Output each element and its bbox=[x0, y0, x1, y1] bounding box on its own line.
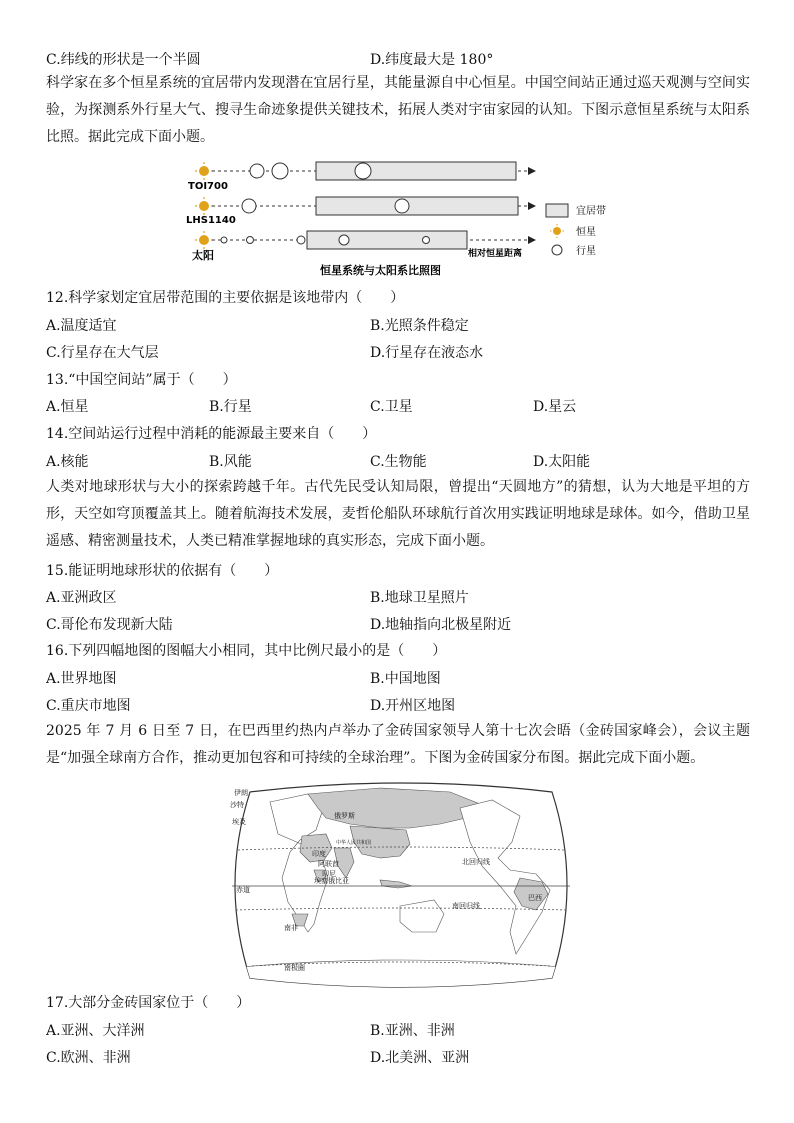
option-d: D.星云 bbox=[533, 399, 577, 415]
option-b: B.亚洲、非洲 bbox=[370, 1023, 455, 1039]
habitable-zone bbox=[307, 231, 467, 249]
planet-icon bbox=[247, 237, 254, 244]
star-icon bbox=[199, 166, 209, 176]
svg-text:南非: 南非 bbox=[284, 924, 298, 932]
option-c: C.卫星 bbox=[370, 399, 413, 415]
row-toi700 bbox=[188, 162, 536, 192]
figure-caption: 恒星系统与太阳系比照图 bbox=[320, 264, 441, 277]
option-a: A.亚洲政区 bbox=[46, 590, 117, 606]
svg-text:埃塞俄比亚: 埃塞俄比亚 bbox=[314, 877, 349, 885]
planet-icon bbox=[221, 237, 227, 243]
svg-text:南极圈: 南极圈 bbox=[284, 964, 305, 972]
option-d: D.地轴指向北极星附近 bbox=[370, 617, 512, 633]
planet-icon bbox=[250, 164, 264, 178]
option-b: B.地球卫星照片 bbox=[370, 590, 469, 606]
option-d: D.纬度最大是 180° bbox=[370, 52, 494, 68]
planet-icon bbox=[297, 236, 305, 244]
svg-text:巴西: 巴西 bbox=[528, 894, 542, 902]
habitable-zone bbox=[316, 162, 516, 180]
planet-icon bbox=[395, 199, 409, 213]
option-d: D.北美洲、亚洲 bbox=[370, 1050, 470, 1066]
svg-text:埃及: 埃及 bbox=[232, 818, 246, 826]
planet-icon bbox=[339, 235, 349, 245]
option-a: A.亚洲、大洋洲 bbox=[46, 1023, 145, 1039]
svg-text:印尼: 印尼 bbox=[322, 870, 336, 878]
svg-text:恒星: 恒星 bbox=[576, 227, 596, 238]
system-label: TOI700 bbox=[188, 181, 228, 192]
question-12: 12.科学家划定宜居带范围的主要依据是该地带内（ ） bbox=[46, 290, 405, 306]
option-c: C.重庆市地图 bbox=[46, 698, 131, 714]
option-a: A.核能 bbox=[46, 454, 89, 470]
star-icon bbox=[199, 201, 209, 211]
passage-brics: 2025 年 7 月 6 日至 7 日，在巴西里约热内卢举办了金砖国家领导人第十七次会晤（金砖国家峰会），会议主题是“加强全球南方合作，推动更加包容和可持续的全球治理”。下图为金砖国家分布图。据此完成下面小题。 bbox=[46, 723, 750, 766]
svg-text:北回归线: 北回归线 bbox=[462, 858, 490, 866]
planet-icon bbox=[242, 199, 256, 213]
option-c: C.哥伦布发现新大陆 bbox=[46, 617, 173, 633]
question-13: 13.“中国空间站”属于（ ） bbox=[46, 372, 237, 388]
svg-text:印度: 印度 bbox=[312, 850, 326, 858]
option-d: D.太阳能 bbox=[533, 454, 591, 470]
option-a: A.恒星 bbox=[46, 399, 89, 415]
option-d: D.开州区地图 bbox=[370, 698, 456, 714]
legend bbox=[546, 204, 606, 257]
question-15: 15.能证明地球形状的依据有（ ） bbox=[46, 563, 279, 579]
option-c: C.行星存在大气层 bbox=[46, 345, 159, 361]
option-a: A.温度适宜 bbox=[46, 318, 117, 334]
svg-text:南回归线: 南回归线 bbox=[452, 902, 480, 910]
system-label: 太阳 bbox=[192, 249, 214, 262]
option-b: B.光照条件稳定 bbox=[370, 318, 469, 334]
habitable-zone bbox=[316, 197, 518, 215]
option-c: C.生物能 bbox=[370, 454, 427, 470]
row-sun bbox=[192, 231, 536, 262]
star-icon bbox=[199, 235, 209, 245]
axis-note: 相对恒星距离 bbox=[468, 249, 523, 259]
svg-text:赤道: 赤道 bbox=[236, 886, 250, 894]
passage-star-systems: 科学家在多个恒星系统的宜居带内发现潜在宜居行星，其能量源自中心恒星。中国空间站正通过巡天观测与空间实验，为探测系外行星大气、搜寻生命迹象提供关键技术，拓展人类对宇宙家园的认知。下图示意恒星系统与太阳系比照。据此完成下面小题。 bbox=[46, 75, 750, 145]
planet-icon bbox=[423, 237, 430, 244]
brics-distribution-map bbox=[230, 782, 572, 988]
system-label: LHS1140 bbox=[186, 215, 236, 226]
planet-icon bbox=[355, 163, 371, 179]
option-c: C.欧洲、非洲 bbox=[46, 1050, 131, 1066]
passage-earth-shape: 人类对地球形状与大小的探索跨越千年。古代先民受认知局限，曾提出“天圆地方”的猜想，认为大地是平坦的方形，天空如穹顶覆盖其上。随着航海技术发展，麦哲伦船队环球航行首次用实践证明地球是球体。如今，借助卫星遥感、精密测量技术，人类已精准掌握地球的真实形态，完成下面小题。 bbox=[46, 479, 750, 549]
option-b: B.风能 bbox=[209, 454, 252, 470]
question-16: 16.下列四幅地图的图幅大小相同，其中比例尺最小的是（ ） bbox=[46, 643, 447, 659]
option-a: A.世界地图 bbox=[46, 671, 117, 687]
option-d: D.行星存在液态水 bbox=[370, 345, 484, 361]
svg-text:中华人民共和国: 中华人民共和国 bbox=[336, 840, 372, 846]
star-system-comparison-figure bbox=[180, 152, 640, 280]
option-c: C.纬线的形状是一个半圆 bbox=[46, 52, 201, 68]
svg-text:伊朗: 伊朗 bbox=[234, 789, 248, 797]
option-b: B.中国地图 bbox=[370, 671, 441, 687]
option-b: B.行星 bbox=[209, 399, 252, 415]
svg-text:宜居带: 宜居带 bbox=[576, 206, 606, 217]
svg-text:行星: 行星 bbox=[576, 246, 596, 257]
svg-text:俄罗斯: 俄罗斯 bbox=[334, 812, 355, 820]
question-14: 14.空间站运行过程中消耗的能源最主要来自（ ） bbox=[46, 426, 377, 442]
svg-text:沙特: 沙特 bbox=[230, 801, 244, 809]
question-17: 17.大部分金砖国家位于（ ） bbox=[46, 995, 251, 1011]
planet-icon bbox=[272, 163, 288, 179]
row-lhs1140 bbox=[186, 197, 536, 226]
svg-text:阿联酋: 阿联酋 bbox=[318, 860, 339, 868]
